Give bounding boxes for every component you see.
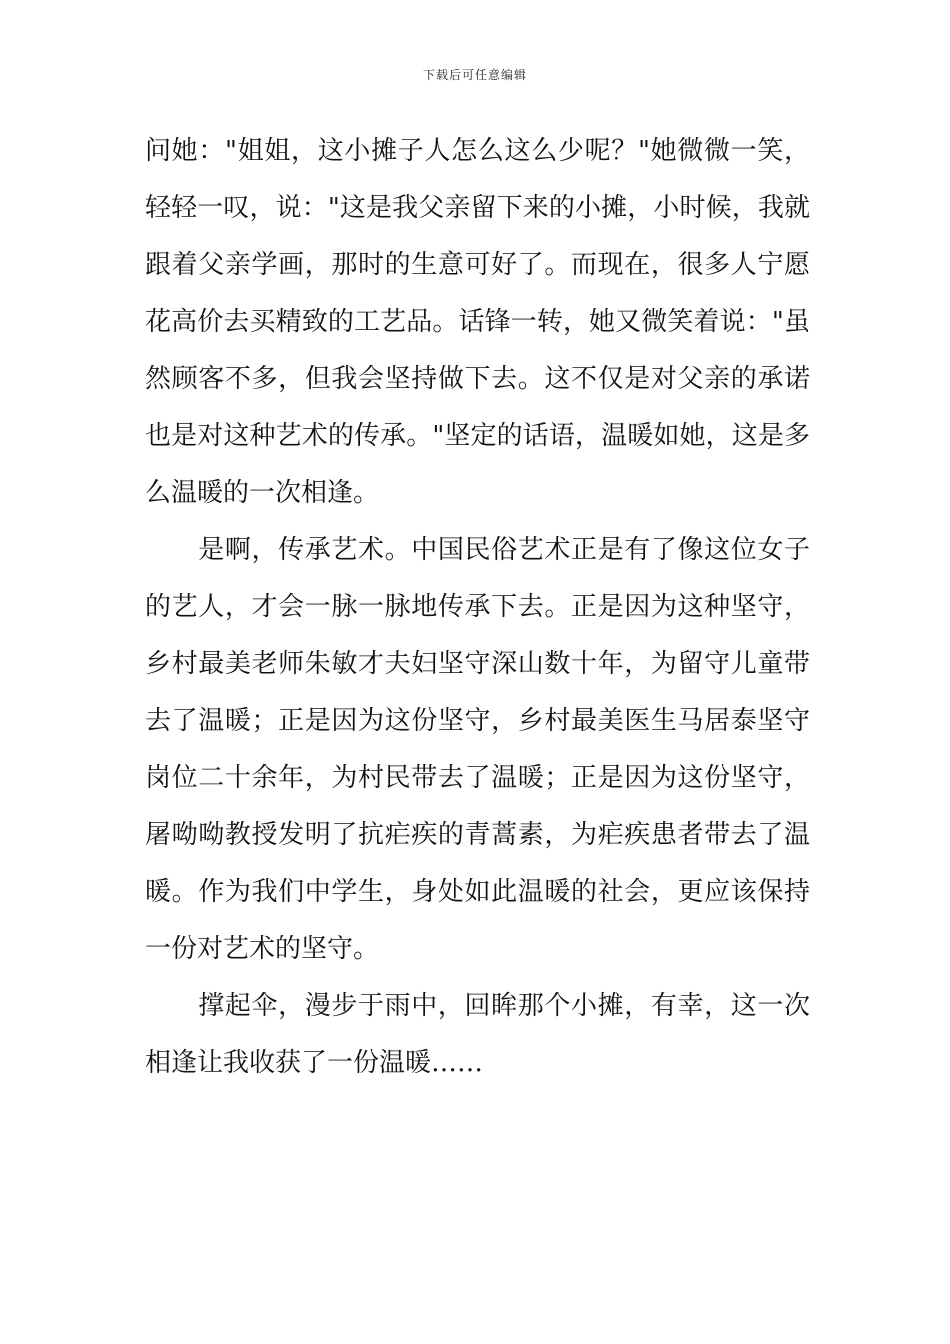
text-line: 轻轻一叹，说："这是我父亲留下来的小摊，小时候，我就: [145, 193, 810, 223]
text-line: 花高价去买精致的工艺品。话锋一转，她又微笑着说："虽: [145, 307, 810, 337]
text-line: 然顾客不多，但我会坚持做下去。这不仅是对父亲的承诺: [145, 364, 810, 394]
text-line: 么温暖的一次相逢。: [145, 478, 380, 508]
text-line: 撑起伞，漫步于雨中，回眸那个小摊，有幸，这一次: [145, 991, 810, 1021]
text-line: 的艺人，才会一脉一脉地传承下去。正是因为这种坚守，: [145, 592, 810, 622]
text-line: 一份对艺术的坚守。: [145, 934, 380, 964]
text-line: 问她："姐姐，这小摊子人怎么这么少呢？"她微微一笑，: [145, 136, 810, 166]
text-line: 是啊，传承艺术。中国民俗艺术正是有了像这位女子: [145, 535, 810, 565]
text-line: 岗位二十余年，为村民带去了温暖；正是因为这份坚守，: [145, 763, 810, 793]
text-line: 屠呦呦教授发明了抗疟疾的青蒿素，为疟疾患者带去了温: [145, 820, 810, 850]
text-line: 跟着父亲学画，那时的生意可好了。而现在，很多人宁愿: [145, 250, 810, 280]
text-line: 去了温暖；正是因为这份坚守，乡村最美医生马居泰坚守: [145, 706, 810, 736]
page-header-note: 下载后可任意编辑: [422, 68, 527, 82]
text-line: 也是对这种艺术的传承。"坚定的话语，温暖如她，这是多: [145, 421, 810, 451]
text-line: 相逢让我收获了一份温暖……: [145, 1048, 484, 1078]
text-line: 乡村最美老师朱敏才夫妇坚守深山数十年，为留守儿童带: [145, 649, 810, 679]
text-line: 暖。作为我们中学生，身处如此温暖的社会，更应该保持: [145, 877, 810, 907]
